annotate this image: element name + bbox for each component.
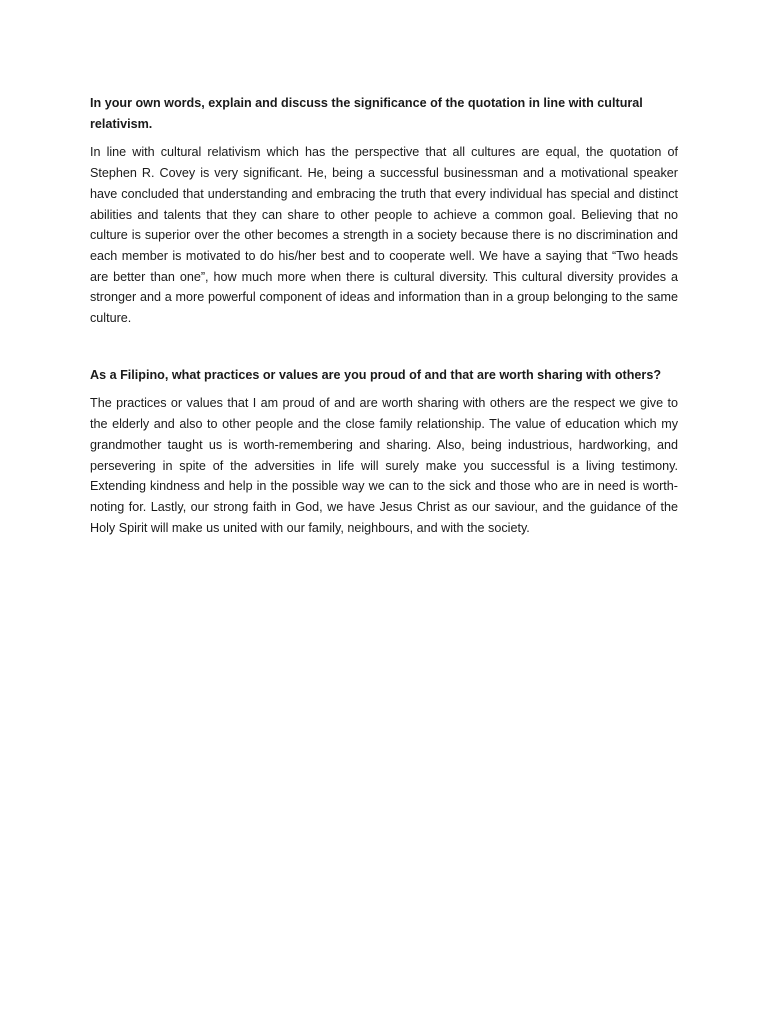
- answer-paragraph-2: The practices or values that I am proud of and are worth sharing with others are the respect we give to the elderly and also to other people and the close family relationship. The value of education which my grandmother taught us is worth-remembering and sharing. Also, being industrious, hardworking, and persevering in spite of the adversities in life will surely make you successful is a living testimony. Extending kindness and help in the possible way we can to the sick and those who are in need is worth-noting for. Lastly, our strong faith in God, we have Jesus Christ as our saviour, and the guidance of the Holy Spirit will make us united with our family, neighbours, and with the society.: [90, 396, 678, 535]
- question-section-1: [90, 93, 678, 329]
- document-page: [90, 93, 678, 538]
- question-heading-2: As a Filipino, what practices or values are you proud of and that are worth sharing with others?: [90, 367, 662, 382]
- question-heading-1: In your own words, explain and discuss the significance of the quotation in line with cultural relativism.: [90, 96, 643, 131]
- question-section-2: [90, 365, 678, 539]
- section-spacer: [90, 329, 678, 365]
- answer-paragraph-1: In line with cultural relativism which has the perspective that all cultures are equal, the quotation of Stephen R. Covey is very significant. He, being a successful businessman and a motivational speaker have concluded that understanding and embracing the truth that every individual has special and distinct abilities and talents that they can share to other people to achieve a common goal. Believing that no culture is superior over the other becomes a strength in a society because there is no discrimination and each member is motivated to do his/her best and to cooperate well. We have a saying that “Two heads are better than one”, how much more when there is cultural diversity. This cultural diversity provides a stronger and a more powerful component of ideas and information than in a group belonging to the same culture.: [90, 145, 678, 326]
